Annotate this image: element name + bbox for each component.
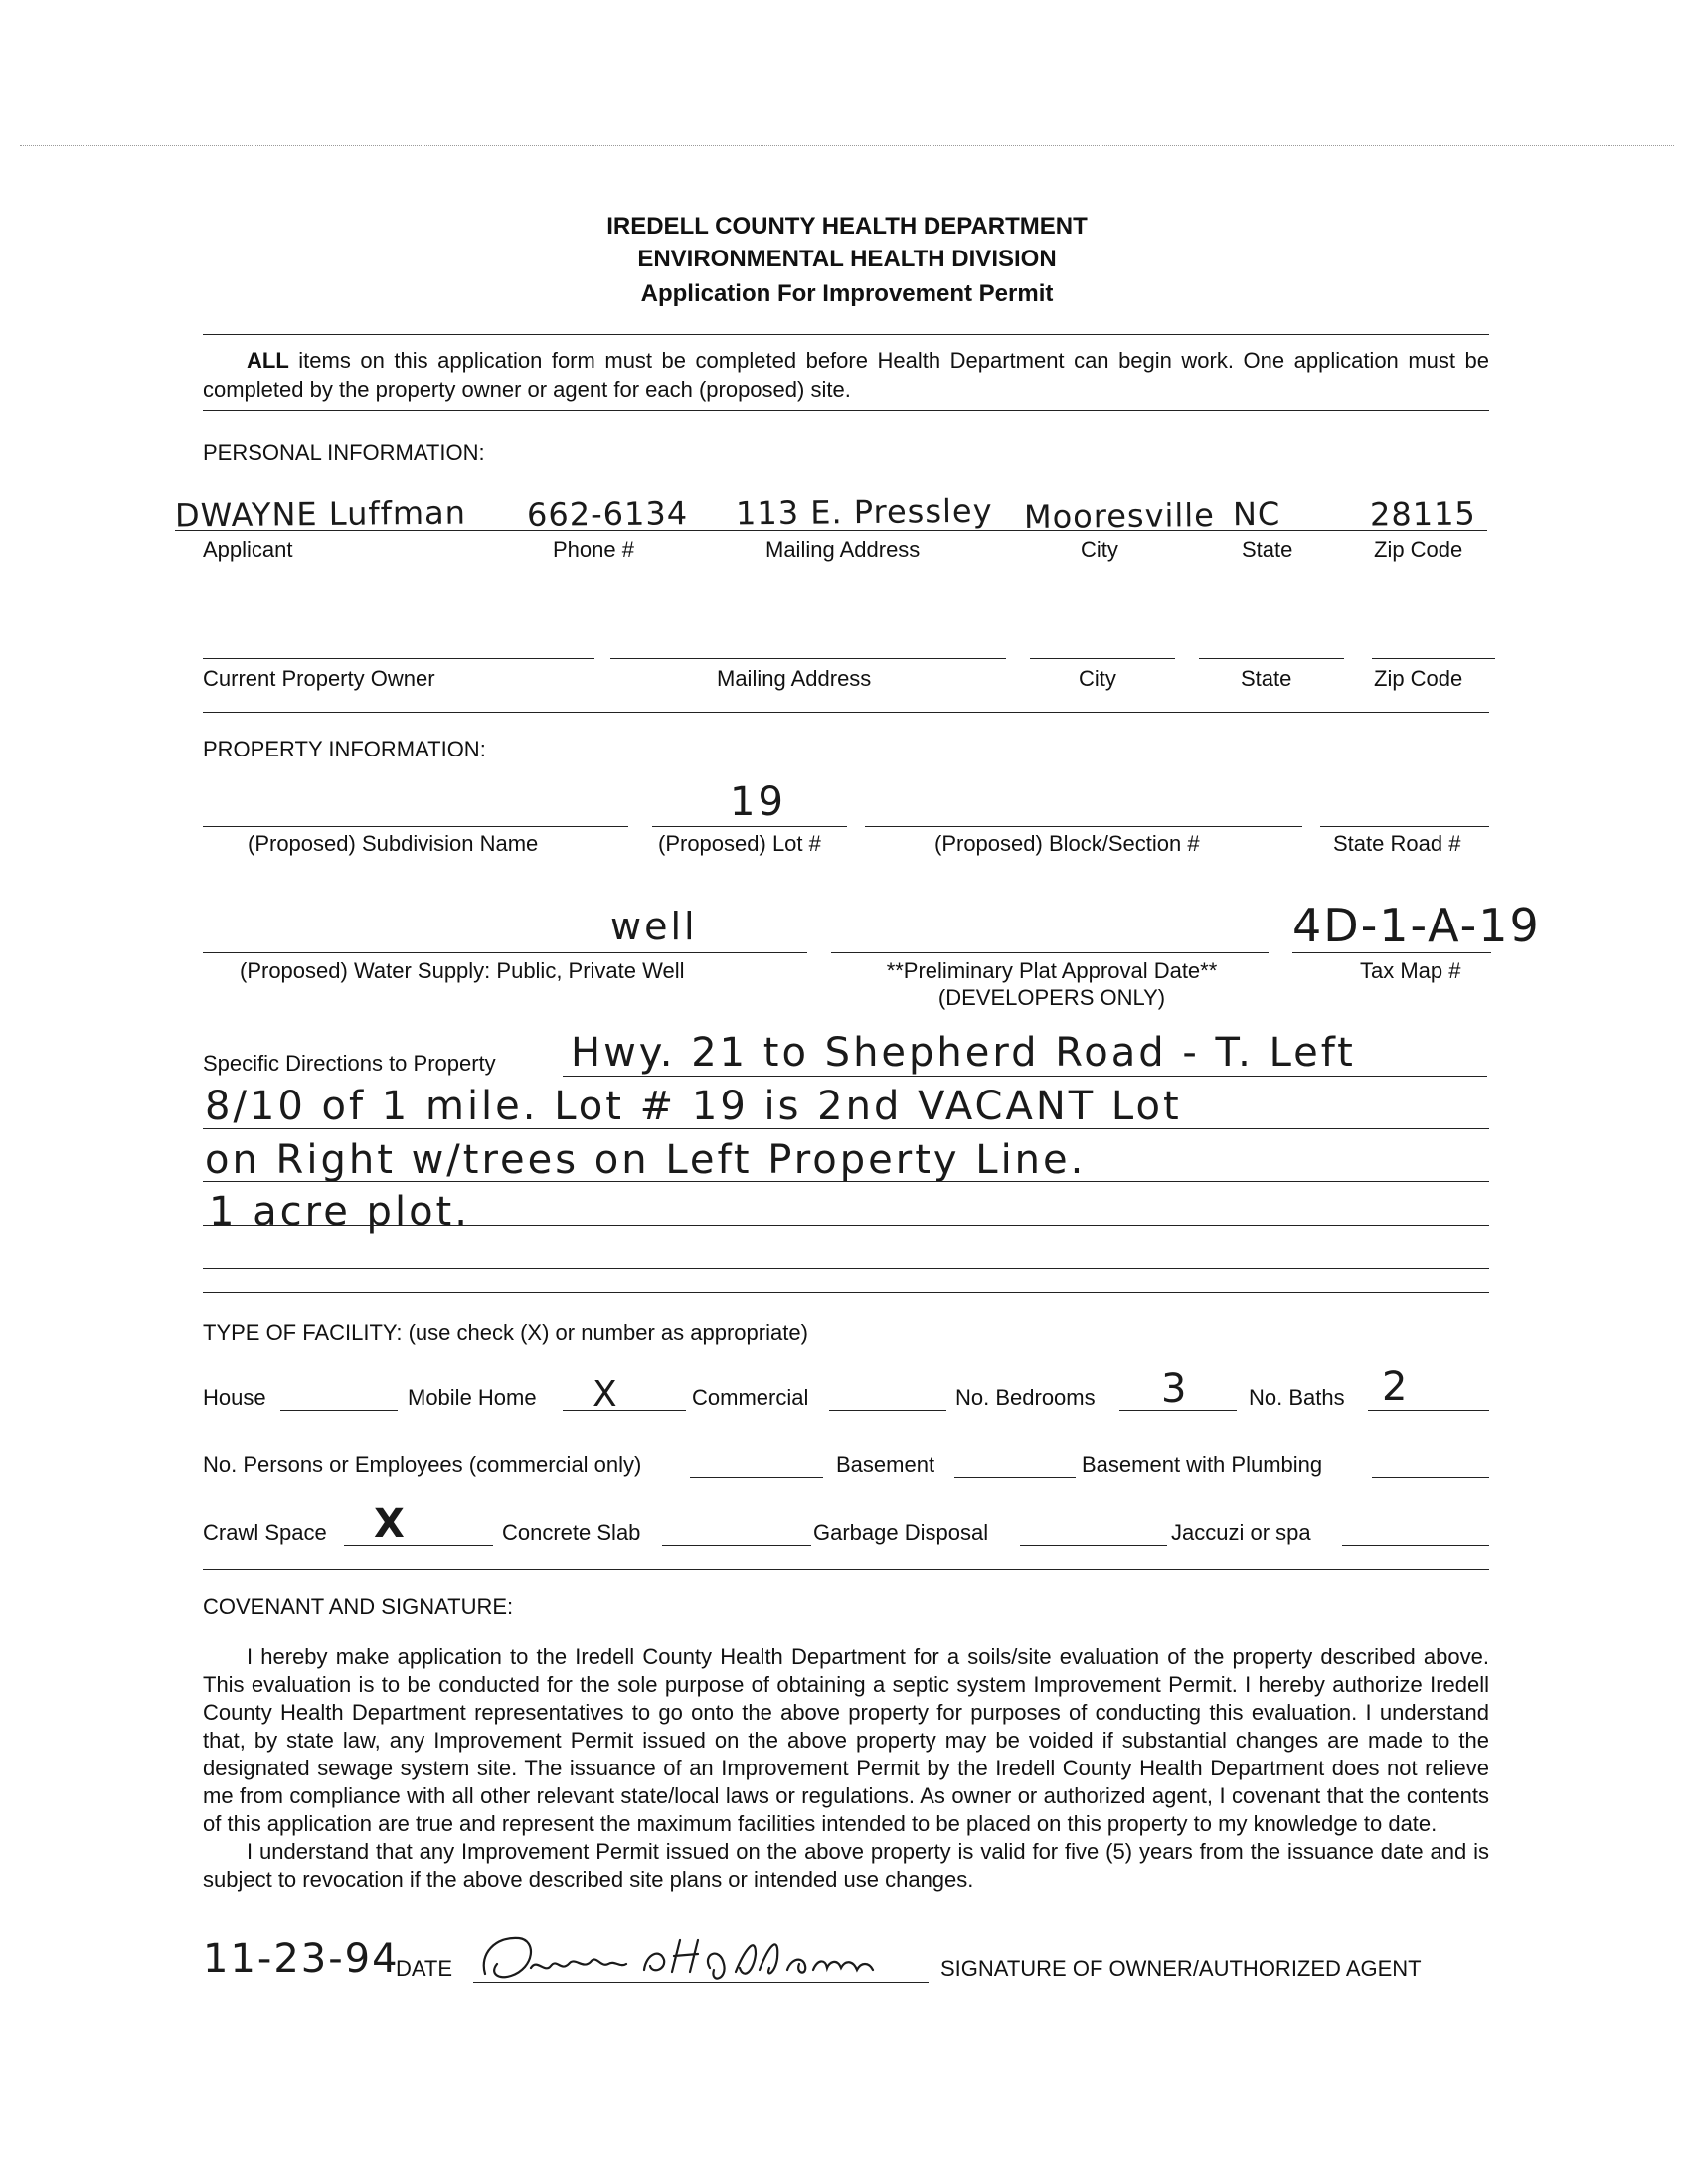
owner-city-field[interactable]: [1030, 658, 1175, 659]
block-field[interactable]: [865, 826, 1302, 827]
directions-underline-1: [563, 1076, 1487, 1077]
zip-label: Zip Code: [1374, 537, 1463, 562]
commercial-field[interactable]: [829, 1410, 946, 1411]
crawl-space-value[interactable]: X: [374, 1501, 405, 1547]
applicant-phone-value[interactable]: 662-6134: [526, 494, 689, 534]
persons-field[interactable]: [690, 1477, 823, 1478]
mobile-home-field[interactable]: [563, 1410, 686, 1411]
bedrooms-field[interactable]: [1119, 1410, 1237, 1411]
owner-zip-label: Zip Code: [1374, 666, 1463, 691]
form-title: Application For Improvement Permit: [640, 280, 1054, 307]
owner-state-label: State: [1241, 666, 1292, 691]
intro-text: [203, 346, 1489, 404]
owner-label: Current Property Owner: [203, 666, 435, 691]
subdivision-label: (Proposed) Subdivision Name: [248, 831, 539, 856]
facility-section-rule: [203, 1569, 1489, 1570]
applicant-address-value[interactable]: 113 E. Pressley: [735, 491, 993, 533]
covenant-heading: COVENANT AND SIGNATURE:: [203, 1595, 514, 1619]
state-road-field[interactable]: [1320, 826, 1489, 827]
basement-field[interactable]: [954, 1477, 1076, 1478]
baths-label: No. Baths: [1249, 1385, 1345, 1410]
jaccuzi-label: Jaccuzi or spa: [1171, 1520, 1311, 1545]
mobile-home-label: Mobile Home: [408, 1385, 537, 1410]
applicant-label: Applicant: [203, 537, 293, 562]
owner-zip-field[interactable]: [1372, 658, 1495, 659]
persons-label: No. Persons or Employees (commercial only): [203, 1452, 642, 1477]
personal-info-heading: PERSONAL INFORMATION:: [203, 440, 485, 465]
header-rule: [203, 334, 1489, 335]
department-title: IREDELL COUNTY HEALTH DEPARTMENT: [606, 213, 1088, 240]
city-label: City: [1081, 537, 1118, 562]
state-road-label: State Road #: [1333, 831, 1461, 856]
directions-line-1[interactable]: Hwy. 21 to Shepherd Road - T. Left: [571, 1030, 1356, 1076]
applicant-state-value[interactable]: NC: [1232, 494, 1281, 534]
commercial-label: Commercial: [692, 1385, 809, 1410]
directions-underline-5: [203, 1268, 1489, 1269]
concrete-slab-field[interactable]: [662, 1545, 811, 1546]
covenant-text: [203, 1643, 1489, 1894]
house-label: House: [203, 1385, 266, 1410]
applicant-underline: [175, 530, 1487, 531]
owner-city-label: City: [1079, 666, 1116, 691]
applicant-name-value[interactable]: DWAYNE Luffman: [174, 493, 467, 535]
intro-body: items on this application form must be completed before Health Department can begin work. One application must be completed by the property owner or agent for each (proposed) site.: [203, 348, 1489, 402]
directions-label: Specific Directions to Property: [203, 1051, 496, 1076]
baths-field[interactable]: [1368, 1410, 1489, 1411]
date-value[interactable]: 11-23-94: [203, 1936, 400, 1982]
owner-state-field[interactable]: [1199, 658, 1344, 659]
tax-map-value[interactable]: 4D-1-A-19: [1292, 899, 1541, 952]
developers-only-label: (DEVELOPERS ONLY): [937, 985, 1166, 1010]
plat-approval-label: **Preliminary Plat Approval Date**: [886, 958, 1218, 983]
facility-heading: TYPE OF FACILITY: (use check (X) or number as appropriate): [203, 1320, 808, 1345]
directions-underline-4: [203, 1225, 1489, 1226]
directions-underline-2: [203, 1128, 1489, 1129]
state-label: State: [1242, 537, 1293, 562]
applicant-city-value[interactable]: Mooresville: [1023, 495, 1216, 537]
intro-rule: [203, 410, 1489, 411]
bedrooms-value[interactable]: 3: [1161, 1366, 1187, 1412]
water-supply-field[interactable]: [203, 952, 807, 953]
mobile-home-value[interactable]: X: [593, 1374, 617, 1415]
basement-plumbing-field[interactable]: [1372, 1477, 1489, 1478]
house-field[interactable]: [280, 1410, 398, 1411]
plat-approval-field[interactable]: [831, 952, 1269, 953]
tax-map-field[interactable]: [1292, 952, 1491, 953]
directions-underline-3: [203, 1181, 1489, 1182]
concrete-slab-label: Concrete Slab: [502, 1520, 641, 1545]
mailing-address-label: Mailing Address: [765, 537, 921, 562]
phone-label: Phone #: [553, 537, 634, 562]
water-supply-label: (Proposed) Water Supply: Public, Private Well: [240, 958, 685, 983]
division-title: ENVIRONMENTAL HEALTH DIVISION: [637, 246, 1057, 272]
bedrooms-label: No. Bedrooms: [955, 1385, 1096, 1410]
crawl-space-label: Crawl Space: [203, 1520, 327, 1545]
property-info-heading: PROPERTY INFORMATION:: [203, 737, 486, 761]
covenant-paragraph-2: I understand that any Improvement Permit issued on the above property is valid for five (5) years from the issuance date and is subject to revocation if the above described site plans or intended use changes.: [203, 1839, 1489, 1892]
handwritten-signature: [475, 1925, 927, 1986]
lot-value[interactable]: 19: [730, 779, 786, 825]
jaccuzi-field[interactable]: [1342, 1545, 1489, 1546]
owner-address-field[interactable]: [610, 658, 1006, 659]
basement-label: Basement: [836, 1452, 935, 1477]
garbage-disposal-label: Garbage Disposal: [813, 1520, 989, 1545]
signature-label: SIGNATURE OF OWNER/AUTHORIZED AGENT: [940, 1956, 1422, 1981]
tax-map-label: Tax Map #: [1360, 958, 1461, 983]
basement-plumbing-label: Basement with Plumbing: [1082, 1452, 1323, 1477]
date-label: DATE: [396, 1956, 453, 1981]
directions-line-2[interactable]: 8/10 of 1 mile. Lot # 19 is 2nd VACANT Lot: [205, 1084, 1182, 1129]
owner-name-field[interactable]: [203, 658, 594, 659]
water-supply-value[interactable]: well: [610, 905, 698, 948]
top-dotted-border: [20, 145, 1674, 146]
directions-line-3[interactable]: on Right w/trees on Left Property Line.: [205, 1137, 1087, 1183]
garbage-disposal-field[interactable]: [1020, 1545, 1167, 1546]
applicant-zip-value[interactable]: 28115: [1369, 494, 1476, 534]
intro-bold: ALL: [247, 348, 289, 373]
block-label: (Proposed) Block/Section #: [934, 831, 1200, 856]
lot-label: (Proposed) Lot #: [658, 831, 821, 856]
directions-line-4[interactable]: 1 acre plot.: [209, 1189, 470, 1235]
crawl-space-field[interactable]: [344, 1545, 493, 1546]
personal-section-rule: [203, 712, 1489, 713]
lot-field[interactable]: [652, 826, 847, 827]
covenant-paragraph-1: I hereby make application to the Iredell County Health Department for a soils/site evaluation of the property described above. This evaluation is to be conducted for the sole purpose of obtaining a septic system Improvement Permit. I hereby authorize Iredell County Health Department representatives to go onto the above property for purposes of conducting this evaluation. I understand that, by state law, any Improvement Permit issued on the above property may be voided if substantial changes are made to the designated sewage system site. The issuance of an Improvement Permit by the Iredell County Health Department does not relieve me from compliance with all other relevant state/local laws or regulations. As owner or authorized agent, I covenant that the contents of this application are true and represent the maximum facilities intended to be placed on this property to my knowledge to date.: [203, 1644, 1489, 1836]
baths-value[interactable]: 2: [1382, 1364, 1408, 1410]
property-section-rule: [203, 1292, 1489, 1293]
owner-mailing-label: Mailing Address: [717, 666, 872, 691]
subdivision-field[interactable]: [203, 826, 628, 827]
